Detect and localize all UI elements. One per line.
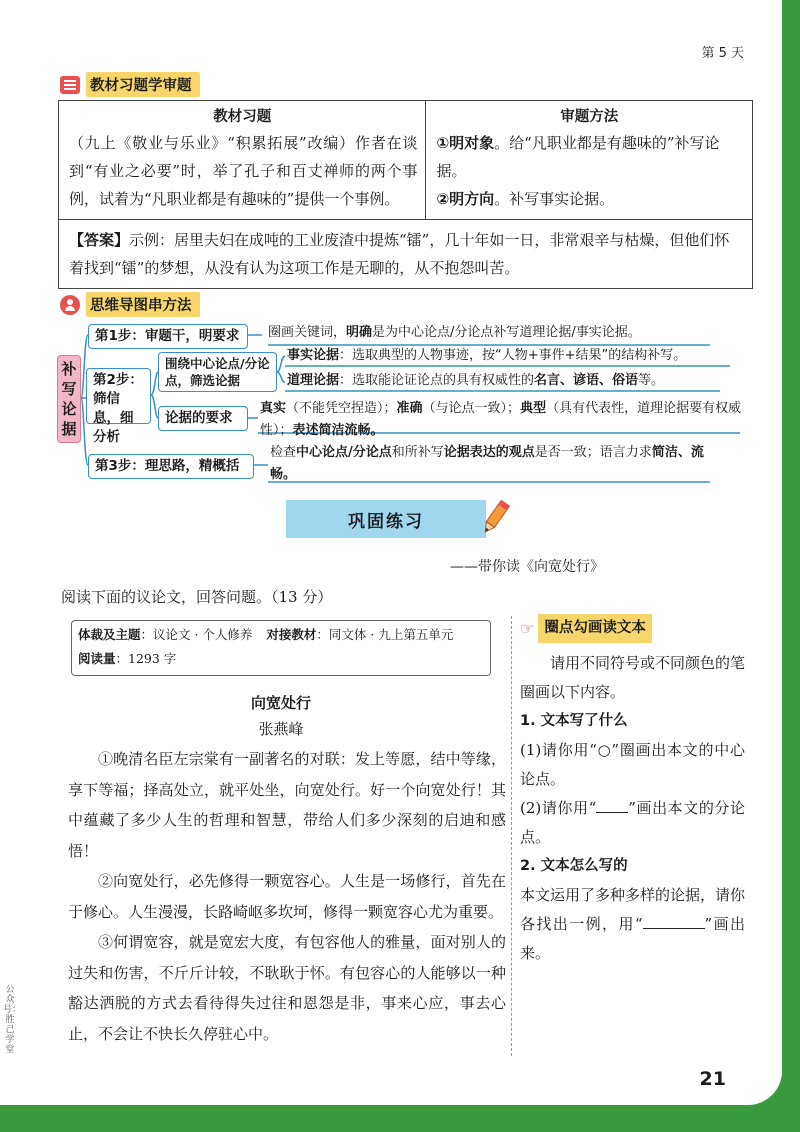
meta-count-label: 阅读量 <box>78 651 116 666</box>
method-text <box>426 129 753 220</box>
paragraph-2: ②向宽处行，必先修得一颗宽容心。人生是一场修行，首先在于修心。人生漫漫，长路崎岖多坎坷，修得一颗宽容心尤为重要。 <box>68 872 506 921</box>
answer-cell <box>59 220 753 289</box>
paragraph-1: ①晚清名臣左宗棠有一副著名的对联：发上等愿，结中等缘，享下等福；择高处立，就平处坐，向宽处行。好一个向宽处行！其中蕴藏了多少人生的哲理和智慧，带给人们多少深刻的启迪和感悟！ <box>68 750 506 860</box>
meta-text-label: 对接教材 <box>266 627 317 642</box>
section1-title: 教材习题学审题 <box>86 72 200 97</box>
method-2-text: 。补写事实论据。 <box>494 190 615 208</box>
mindmap-step2-sub1: 围绕中心论点/分论点，筛选论据 <box>158 352 277 392</box>
meta-count: ：1293 字 <box>115 651 177 666</box>
exercise-table <box>58 100 753 289</box>
sidebar-question-2: (2)请你用“ ”画出本文的分论点。 <box>520 799 745 846</box>
section2-title: 思维导图串方法 <box>86 292 200 317</box>
mindmap-step2: 第2步：筛信息，细分析 <box>86 368 151 424</box>
sidebar-heading-2: 2. 文本怎么写的 <box>520 858 628 874</box>
section2-heading <box>60 292 200 317</box>
meta-text: ：同文体 · 九上第五单元 <box>316 627 454 642</box>
meta-box <box>71 620 491 676</box>
reason-evidence-text: 道理论据：选取能论证论点的具有权威性的名言、谚语、俗语等。 <box>287 373 665 388</box>
meta-genre-label: 体裁及主题 <box>78 627 141 642</box>
meta-genre: ：议论文 · 个人修养 <box>140 627 253 642</box>
col-header-method: 审题方法 <box>560 109 619 125</box>
step1-text: 圈画关键词，明确是为中心论点/分论点补写道理论据/事实论据。 <box>268 325 641 340</box>
long-underline-mark-icon <box>643 915 705 929</box>
reading-sidebar <box>520 614 745 968</box>
mindmap-step3: 第3步：理思路，精概括 <box>88 454 254 479</box>
sidebar-question-3: 本文运用了多种多样的论据，请你各找出一例，用“ ”画出来。 <box>520 886 746 962</box>
step3-text: 检查中心论点/分论点和所补写论据表达的观点是否一致；语言力求简洁、流畅。 <box>270 445 704 482</box>
pointing-hand-icon: ☞ <box>520 619 535 638</box>
fact-evidence-text: 事实论据：选取典型的人物事迹，按“人物+事件+结果”的结构补写。 <box>287 348 687 363</box>
list-icon <box>60 76 80 94</box>
answer-label: 【答案】 <box>69 231 130 249</box>
sidebar-title: 圈点勾画读文本 <box>538 614 652 643</box>
method-1-text: 。给“凡职业都是有趣味的”补写论据。 <box>436 134 720 180</box>
practice-subtitle: ——带你读《向宽处行》 <box>450 559 604 575</box>
requirement-text: 真实（不能凭空捏造）；准确（与论点一致）；典型（具有代表性，道理论据要有权威性）；表述简洁流畅。 <box>260 401 742 438</box>
sidebar-intro: 请用不同符号或不同颜色的笔圈画以下内容。 <box>520 654 746 701</box>
column-divider <box>511 616 512 1056</box>
instruction: 阅读下面的议论文，回答问题。（13 分） <box>61 588 333 606</box>
section1-heading <box>60 72 200 97</box>
method-2-label: ②明方向 <box>436 190 495 208</box>
article-body <box>68 744 506 1049</box>
paragraph-3: ③何谓宽容，就是宽宏大度，有包容他人的雅量，面对别人的过失和伤害，不斤斤计较，不耿耿于怀。有包容心的人能够以一种豁达洒脱的方式去看待得失过往和恩怨是非，事来心应，事去心止，不会让不快长久停驻心中。 <box>68 933 506 1043</box>
method-1-label: ①明对象 <box>436 134 495 152</box>
sidebar-question-1: (1)请你用“○”圈画出本文的中心论点。 <box>520 741 745 788</box>
practice-banner: 巩固练习 <box>286 500 486 538</box>
pencil-icon <box>478 498 512 538</box>
day-label: 第 5 天 <box>701 46 744 61</box>
mindmap-root: 补写论据 <box>57 355 81 443</box>
article-title: 向宽处行 <box>250 694 311 712</box>
article-author: 张燕峰 <box>258 720 304 738</box>
side-note: 公众号：胜己学堂 <box>3 985 22 1055</box>
mindmap-step2-sub2: 论据的要求 <box>158 406 248 431</box>
person-icon <box>60 295 80 315</box>
sidebar-heading-1: 1. 文本写了什么 <box>520 713 628 729</box>
sidebar-heading <box>520 614 745 643</box>
answer-text: 示例：居里夫妇在成吨的工业废渣中提炼“镭”，几十年如一日，非常艰辛与枯燥，但他们怀着找到“镭”的梦想，从没有认为这项工作是无聊的，从不抱怨叫苦。 <box>69 231 730 277</box>
page-number: 21 <box>699 1068 726 1090</box>
mindmap-step1: 第1步：审题干，明要求 <box>88 324 248 349</box>
underline-mark-icon <box>596 799 628 813</box>
exercise-text: （九上《敬业与乐业》“积累拓展”改编）作者在谈到“有业之必要”时，举了孔子和百丈禅师的两个事例，试着为“凡职业都是有趣味的”提供一个事例。 <box>59 129 426 220</box>
col-header-exercise: 教材习题 <box>59 101 426 130</box>
